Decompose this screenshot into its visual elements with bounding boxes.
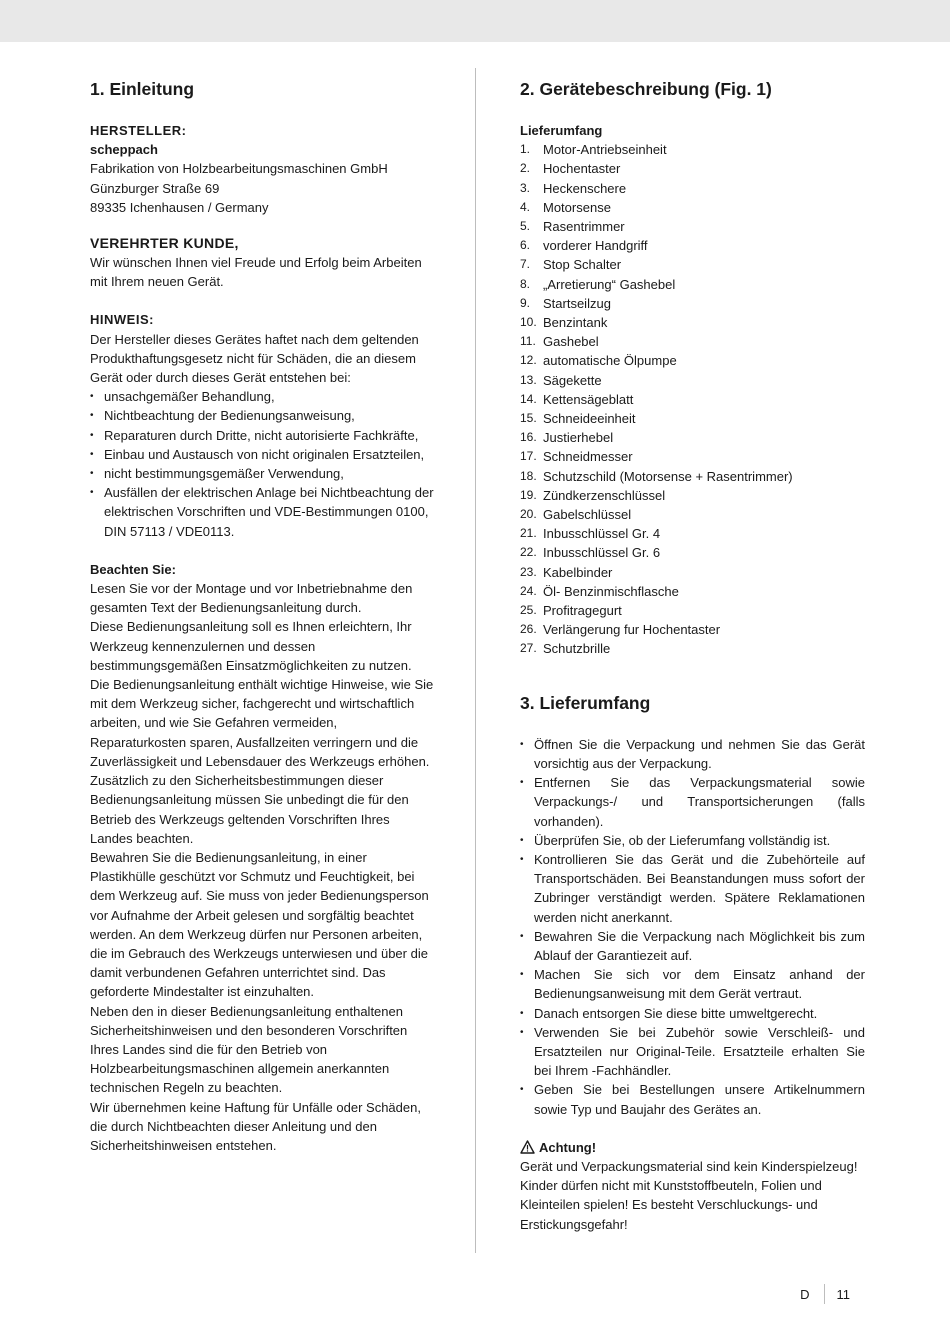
list-item	[520, 255, 865, 274]
warning-text: Gerät und Verpackungsmaterial sind kein Kinderspielzeug! Kinder dürfen nicht mit Kunststoffbeuteln, Folien und Kleinteilen spielen! Es besteht Verschluckungs- und Erstickungsgefahr!	[520, 1158, 858, 1232]
warning-icon	[520, 1140, 535, 1154]
list-item	[520, 467, 865, 486]
column-divider	[475, 68, 476, 1253]
list-item: • Nichtbeachtung der Bedienungsanweisung,	[90, 406, 435, 425]
list-item: • Einbau und Austausch von nicht originalen Ersatzteilen,	[90, 445, 435, 464]
item-number: 3.	[520, 180, 531, 195]
list-item	[520, 140, 865, 159]
list-item: • Verwenden Sie bei Zubehör sowie Verschleiß- und Ersatzteilen nur Original-Teile. Ersatzteile erhalten Sie bei Ihrem -Fachhändler.	[520, 1023, 865, 1081]
right-column	[520, 78, 865, 1234]
item-number: 8.	[520, 276, 531, 291]
list-item	[520, 217, 865, 236]
item-label: Schneideeinheit	[543, 411, 636, 427]
list-item	[520, 275, 865, 294]
item-number: 10.	[520, 315, 537, 330]
item-number: 23.	[520, 564, 537, 579]
item-label: Schutzbrille	[543, 641, 611, 657]
manufacturer-name: scheppach	[90, 142, 158, 158]
list-item	[520, 601, 865, 620]
list-item	[520, 409, 865, 428]
note-text: Der Hersteller dieses Gerätes haftet nach dem geltenden Produkthaftungsgesetz nicht für Schäden, die an diesem Gerät oder durch dieses Gerät entstehen bei:	[90, 331, 419, 386]
item-label: Schneidmesser	[543, 449, 633, 465]
manufacturer-label: HERSTELLER:	[90, 123, 187, 138]
item-number: 4.	[520, 199, 531, 214]
item-number: 13.	[520, 372, 537, 387]
item-label: Motor-Antriebseinheit	[543, 142, 667, 158]
item-label: Verlängerung fur Hochentaster	[543, 622, 721, 638]
list-item: • Reparaturen durch Dritte, nicht autorisierte Fachkräfte,	[90, 426, 435, 445]
item-number: 21.	[520, 526, 537, 541]
footer-divider	[824, 1284, 825, 1304]
item-number: 11.	[520, 334, 536, 349]
item-number: 22.	[520, 545, 537, 560]
list-item	[520, 428, 865, 447]
item-label: Heckenschere	[543, 180, 627, 196]
observe-paragraph: Diese Bedienungsanleitung soll es Ihnen erleichtern, Ihr Werkzeug kennenzulernen und dessen bestimmungsgemäßen Einsatzmöglichkeiten zu nutzen.	[90, 619, 412, 673]
item-label: Startseilzug	[543, 295, 611, 311]
list-item: • Machen Sie sich vor dem Einsatz anhand der Bedienungsanweisung mit dem Gerät vertraut.	[520, 965, 865, 1003]
list-item	[520, 582, 865, 601]
item-number: 16.	[520, 430, 537, 445]
list-item: • Ausfällen der elektrischen Anlage bei Nichtbeachtung der elektrischen Vorschriften und VDE-Bestimmungen 0100, DIN 57113 / VDE0113.	[90, 483, 435, 541]
item-number: 25.	[520, 603, 537, 618]
list-item	[520, 543, 865, 562]
list-item	[520, 294, 865, 313]
item-label: vorderer Handgriff	[543, 238, 648, 254]
item-number: 2.	[520, 161, 531, 176]
observe-paragraph: Die Bedienungsanleitung enthält wichtige Hinweise, wie Sie mit dem Werkzeug sicher, fachgerecht und wirtschaftlich arbeiten, und wie Sie Gefahren vermeiden, Reparaturkosten sparen, Ausfallzeiten verringern und die Zuverlässigkeit und Lebensdauer des Werkzeugs erhöhen.	[90, 677, 434, 769]
section-title-delivery: 3. Lieferumfang	[520, 692, 651, 713]
address-line: 89335 Ichenhausen / Germany	[90, 199, 269, 215]
warning-heading	[520, 1138, 865, 1157]
item-number: 15.	[520, 411, 537, 426]
item-label: Hochentaster	[543, 161, 621, 177]
item-number: 14.	[520, 391, 537, 406]
list-item	[520, 313, 865, 332]
item-number: 17.	[520, 449, 537, 464]
item-label: Kabelbinder	[543, 564, 613, 580]
item-label: „Arretierung“ Gashebel	[543, 276, 676, 292]
delivery-list	[520, 735, 865, 1119]
warning-label: Achtung!	[539, 1139, 597, 1155]
item-number: 18.	[520, 468, 537, 483]
observe-paragraph: Wir übernehmen keine Haftung für Unfälle oder Schäden, die durch Nichtbeachten dieser Anleitung und den Sicherheitshinweisen entstehen.	[90, 1099, 421, 1153]
list-item: • Geben Sie bei Bestellungen unsere Artikelnummern sowie Typ und Baujahr des Gerätes an.	[520, 1080, 865, 1118]
list-item	[520, 179, 865, 198]
list-item	[520, 563, 865, 582]
item-label: Schutzschild (Motorsense + Rasentrimmer)	[543, 468, 793, 484]
list-item	[520, 332, 865, 351]
item-label: Benzintank	[543, 315, 608, 331]
list-item	[520, 447, 865, 466]
item-number: 24.	[520, 583, 537, 598]
list-item	[520, 505, 865, 524]
observe-paragraph: Neben den in dieser Bedienungsanleitung enthaltenen Sicherheitshinweisen und den besonderen Vorschriften Ihres Landes sind die für den Betrieb von Holzbearbeitungsmaschinen allgemein anerkannten technischen Regeln zu beachten.	[90, 1003, 408, 1096]
item-label: Kettensägeblatt	[543, 391, 634, 407]
top-bar	[0, 0, 950, 42]
item-label: Profitragegurt	[543, 603, 622, 619]
observe-label: Beachten Sie:	[90, 561, 176, 577]
item-number: 20.	[520, 507, 537, 522]
section-title-device-description: 2. Gerätebeschreibung (Fig. 1)	[520, 79, 772, 99]
page-footer	[800, 1284, 850, 1304]
list-item: • unsachgemäßer Behandlung,	[90, 387, 435, 406]
list-item: • Öffnen Sie die Verpackung und nehmen Sie das Gerät vorsichtig aus der Verpackung.	[520, 735, 865, 773]
address-line: Fabrikation von Holzbearbeitungsmaschinen GmbH	[90, 161, 388, 177]
observe-paragraph: Zusätzlich zu den Sicherheitsbestimmungen dieser Bedienungsanleitung müssen Sie unbedingt die für den Betrieb des Werkzeugs geltenden Vorschriften Ihres Landes beachten.	[90, 773, 409, 846]
list-item	[520, 639, 865, 658]
item-label: Öl- Benzinmischflasche	[543, 583, 679, 599]
item-label: Stop Schalter	[543, 257, 622, 273]
note-label: HINWEIS:	[90, 312, 154, 328]
item-label: Gabelschlüssel	[543, 507, 632, 523]
item-number: 1.	[520, 142, 531, 157]
page-number: 11	[836, 1286, 850, 1302]
left-column	[90, 78, 435, 1155]
list-item	[520, 390, 865, 409]
section-title-introduction: 1. Einleitung	[90, 79, 195, 99]
scope-label: Lieferumfang	[520, 123, 603, 138]
customer-heading: VEREHRTER KUNDE,	[90, 235, 239, 252]
list-item	[520, 198, 865, 217]
item-number: 9.	[520, 295, 531, 310]
address-line: Günzburger Straße 69	[90, 180, 220, 196]
language-code: D	[800, 1286, 810, 1302]
item-label: automatische Ölpumpe	[543, 353, 677, 369]
item-label: Justierhebel	[543, 430, 614, 446]
item-number: 26.	[520, 622, 537, 637]
item-label: Sägekette	[543, 372, 602, 388]
item-label: Rasentrimmer	[543, 219, 625, 235]
item-number: 12.	[520, 353, 537, 368]
item-number: 6.	[520, 238, 531, 253]
item-label: Inbusschlüssel Gr. 4	[543, 526, 661, 542]
note-list	[90, 387, 435, 541]
item-number: 5.	[520, 219, 531, 234]
list-item	[520, 159, 865, 178]
list-item: • Bewahren Sie die Verpackung nach Möglichkeit bis zum Ablauf der Garantiezeit auf.	[520, 927, 865, 965]
list-item: • nicht bestimmungsgemäßer Verwendung,	[90, 464, 435, 483]
item-number: 27.	[520, 641, 537, 656]
observe-paragraph: Lesen Sie vor der Montage und vor Inbetriebnahme den gesamten Text der Bedienungsanleitung durch.	[90, 581, 413, 616]
list-item: • Danach entsorgen Sie diese bitte umweltgerecht.	[520, 1004, 865, 1023]
item-number: 19.	[520, 487, 537, 502]
list-item	[520, 620, 865, 639]
list-item	[520, 524, 865, 543]
item-label: Inbusschlüssel Gr. 6	[543, 545, 661, 561]
list-item: • Überprüfen Sie, ob der Lieferumfang vollständig ist.	[520, 831, 865, 850]
customer-text: Wir wünschen Ihnen viel Freude und Erfolg beim Arbeiten mit Ihrem neuen Gerät.	[90, 255, 422, 290]
parts-list	[520, 140, 865, 658]
list-item: • Entfernen Sie das Verpackungsmaterial sowie Verpackungs-/ und Transportsicherungen (falls vorhanden).	[520, 773, 865, 831]
item-number: 7.	[520, 257, 531, 272]
list-item	[520, 236, 865, 255]
observe-paragraph: Bewahren Sie die Bedienungsanleitung, in einer Plastikhülle geschützt vor Schmutz und Feuchtigkeit, bei dem Werkzeug auf. Sie muss von jeder Bedienungsperson vor Aufnahme der Arbeit gelesen und sorgfältig beachtet werden. An dem Werkzeug dürfen nur Personen arbeiten, die im Gebrauch des Werkzeugs unterwiesen und über die damit verbundenen Gefahren unterrichtet sind. Das geforderte Mindestalter ist einzuhalten.	[90, 849, 429, 1000]
list-item	[520, 486, 865, 505]
list-item	[520, 371, 865, 390]
list-item: • Kontrollieren Sie das Gerät und die Zubehörteile auf Transportschäden. Bei Beanstandungen muss sofort der Zubringer verständigt werden. Spätere Reklamationen werden nicht anerkannt.	[520, 850, 865, 927]
list-item	[520, 351, 865, 370]
item-label: Zündkerzenschlüssel	[543, 487, 666, 503]
item-label: Motorsense	[543, 199, 611, 215]
item-label: Gashebel	[543, 334, 599, 350]
